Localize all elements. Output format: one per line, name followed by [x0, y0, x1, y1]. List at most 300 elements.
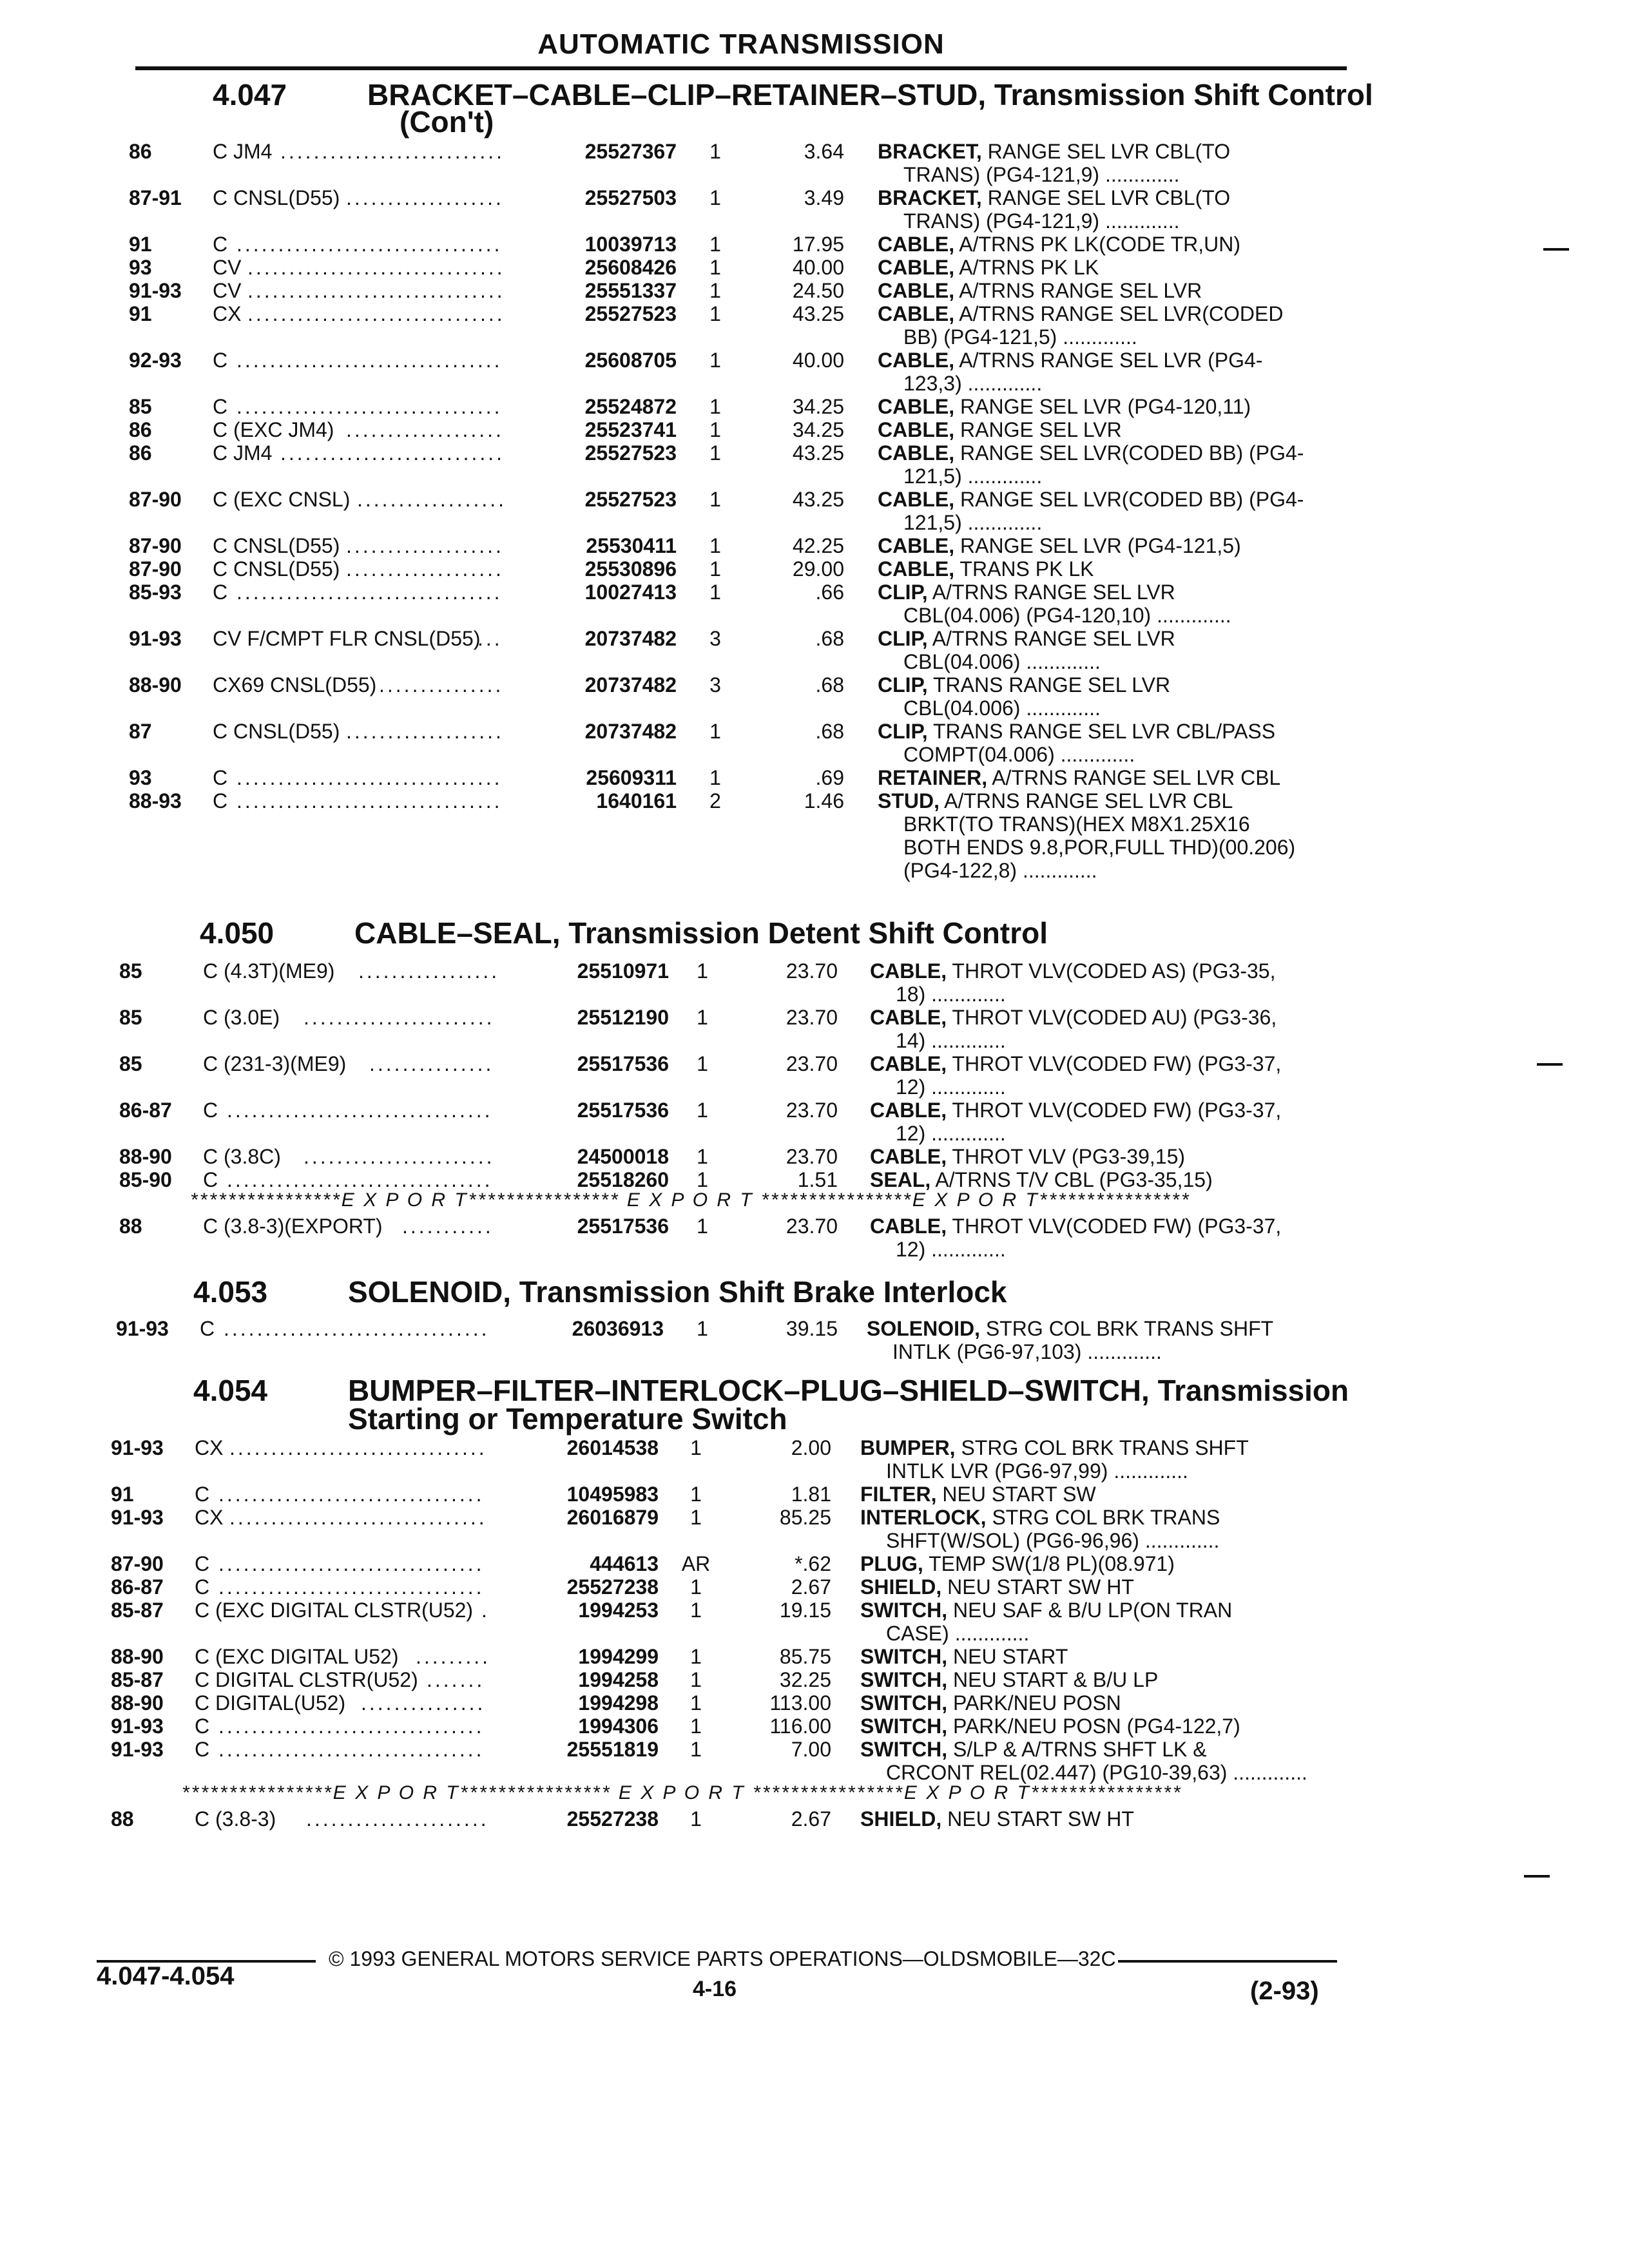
part-number: 10027413	[584, 581, 677, 604]
row-model: C	[195, 1552, 210, 1575]
price: 23.70	[786, 1006, 838, 1029]
quantity: 1	[709, 581, 721, 604]
section-title: SOLENOID, Transmission Shift Brake Interlock	[348, 1275, 1007, 1309]
row-model: C (3.8-3)(EXPORT)	[203, 1215, 383, 1238]
quantity: 1	[697, 959, 708, 983]
description-type: SWITCH,	[860, 1599, 948, 1622]
quantity: 1	[690, 1575, 702, 1599]
export-divider: ****************E X P O R T**************** E X P O R T ****************E X P O R T****************	[190, 1189, 1191, 1211]
price: 43.25	[792, 488, 844, 511]
quantity: 3	[709, 627, 721, 650]
description	[878, 488, 1304, 510]
description-continuation: 12) .............	[896, 1122, 1006, 1145]
table-row	[111, 1437, 1353, 1483]
part-number: 25608426	[584, 256, 677, 279]
table-row	[129, 442, 1353, 488]
description	[878, 140, 1230, 162]
table-row	[119, 960, 1353, 1006]
description-text: TEMP SW(1/8 PL)(08.971)	[923, 1552, 1175, 1575]
section-number: 4.054	[193, 1374, 268, 1407]
description-text: STRG COL BRK TRANS SHFT	[980, 1317, 1274, 1340]
price: 34.25	[792, 395, 844, 418]
leader-dots: ...............	[361, 1691, 486, 1715]
part-number: 25527367	[584, 140, 677, 163]
description-text: THROT VLV (PG3-39,15)	[947, 1145, 1186, 1168]
part-number: 25527503	[584, 186, 677, 209]
description	[878, 628, 1175, 649]
description-continuation: 18) .............	[896, 983, 1006, 1006]
footer-range: 4.047-4.054	[97, 1962, 235, 1990]
leader-dots: ................................	[236, 581, 503, 604]
table-row	[129, 419, 1353, 442]
price: .68	[815, 627, 844, 650]
quantity: 1	[709, 488, 721, 511]
price: 23.70	[786, 1215, 838, 1238]
row-years: 91-93	[111, 1506, 164, 1529]
description-continuation: BB) (PG4-121,5) .............	[903, 325, 1137, 349]
table-row	[129, 396, 1353, 419]
description-type: SHIELD,	[860, 1807, 942, 1831]
description-text: TRANS PK LK	[954, 557, 1094, 581]
description-type: SHIELD,	[860, 1575, 942, 1599]
description	[870, 1215, 1281, 1237]
part-number: 24500018	[577, 1145, 669, 1168]
quantity: 1	[709, 720, 721, 743]
table-row	[129, 349, 1353, 396]
price: .69	[815, 766, 844, 789]
leader-dots: .........	[416, 1645, 491, 1668]
description-type: CABLE,	[878, 557, 955, 581]
row-model: CX	[213, 302, 242, 325]
description-text: A/TRNS RANGE SEL LVR (PG4-	[954, 349, 1263, 372]
row-years: 87	[129, 720, 152, 743]
price: 43.25	[792, 441, 844, 465]
price: 34.25	[792, 418, 844, 441]
section-title: BUMPER–FILTER–INTERLOCK–PLUG–SHIELD–SWITCH, Transmission	[348, 1374, 1349, 1407]
quantity: 1	[697, 1145, 708, 1168]
table-row	[119, 1006, 1353, 1053]
leader-dots: ...................	[346, 557, 504, 581]
price: 23.70	[786, 959, 838, 983]
price: 1.81	[791, 1483, 831, 1506]
table-row	[111, 1553, 1353, 1576]
leader-dots: .	[481, 1599, 490, 1622]
description	[878, 674, 1170, 696]
description-text: THROT VLV(CODED AU) (PG3-36,	[947, 1006, 1277, 1029]
description-text: A/TRNS RANGE SEL LVR(CODED	[954, 302, 1284, 325]
leader-dots: ...................	[346, 534, 504, 557]
price: 39.15	[786, 1317, 838, 1340]
description	[860, 1808, 1134, 1830]
description-type: SEAL,	[870, 1168, 931, 1191]
quantity: 1	[709, 279, 721, 302]
description	[878, 280, 1202, 302]
quantity: 1	[709, 766, 721, 789]
price: 24.50	[792, 279, 844, 302]
description	[867, 1318, 1273, 1340]
leader-dots: ................................	[236, 233, 503, 256]
part-number: 26036913	[572, 1317, 664, 1340]
part-number: 444613	[590, 1552, 659, 1575]
description	[860, 1483, 1096, 1505]
leader-dots: ...............	[369, 1052, 494, 1075]
leader-dots: ......................	[306, 1807, 489, 1831]
table-row	[119, 1053, 1353, 1099]
price: 17.95	[792, 233, 844, 256]
description-text: RANGE SEL LVR (PG4-121,5)	[954, 534, 1241, 557]
row-years: 87-90	[129, 557, 182, 581]
description-text: NEU START & B/U LP	[947, 1668, 1159, 1691]
row-years: 88-90	[129, 673, 182, 697]
footer-rule-right	[1118, 1960, 1337, 1963]
description-type: STUD,	[878, 789, 940, 812]
row-years: 91-93	[111, 1738, 164, 1761]
part-number: 1994298	[578, 1691, 659, 1715]
leader-dots: ................................	[218, 1483, 485, 1506]
description-continuation: TRANS) (PG4-121,9) .............	[903, 163, 1180, 186]
table-row	[111, 1599, 1353, 1646]
row-years: 91	[111, 1483, 134, 1506]
table-row	[119, 1169, 1353, 1192]
description-continuation: INTLK LVR (PG6-97,99) .............	[886, 1459, 1188, 1483]
price: 23.70	[786, 1052, 838, 1075]
description-type: BRACKET,	[878, 140, 982, 163]
page-header-title: AUTOMATIC TRANSMISSION	[537, 28, 945, 60]
row-years: 91-93	[111, 1436, 164, 1459]
description-continuation: CBL(04.006) .............	[903, 650, 1101, 673]
header-rule	[135, 66, 1347, 70]
row-years: 85-90	[119, 1168, 172, 1191]
table-row	[111, 1483, 1353, 1506]
quantity: 1	[709, 557, 721, 581]
quantity: 1	[697, 1215, 708, 1238]
description-type: CABLE,	[878, 488, 955, 511]
description-type: SWITCH,	[860, 1691, 948, 1715]
table-row	[129, 558, 1353, 581]
leader-dots: ...........................	[280, 441, 505, 465]
description	[878, 396, 1251, 418]
part-number: 1994253	[578, 1599, 659, 1622]
description-text: THROT VLV(CODED AS) (PG3-35,	[947, 959, 1276, 983]
description-type: CABLE,	[870, 959, 947, 983]
row-model: CV F/CMPT FLR CNSL(D55)	[213, 627, 481, 650]
price: *.62	[795, 1552, 831, 1575]
row-model: C	[213, 233, 228, 256]
part-number: 1994306	[578, 1715, 659, 1738]
row-model: CV	[213, 279, 242, 302]
quantity: 2	[709, 789, 721, 812]
quantity: 1	[709, 395, 721, 418]
part-number: 25524872	[584, 395, 677, 418]
description-type: RETAINER,	[878, 766, 988, 789]
part-number: 20737482	[584, 627, 677, 650]
description-type: PLUG,	[860, 1552, 923, 1575]
row-model: C (EXC DIGITAL CLSTR(U52)	[195, 1599, 474, 1622]
part-number: 1994299	[578, 1645, 659, 1668]
price: 3.49	[804, 186, 844, 209]
description-type: CLIP,	[878, 627, 928, 650]
description-text: NEU START	[947, 1645, 1068, 1668]
quantity: 1	[690, 1715, 702, 1738]
description-continuation: TRANS) (PG4-121,9) .............	[903, 209, 1180, 233]
quantity: 1	[709, 186, 721, 209]
description-type: CABLE,	[870, 1215, 947, 1238]
price: 43.25	[792, 302, 844, 325]
description-type: CABLE,	[878, 256, 955, 279]
description-type: BRACKET,	[878, 186, 982, 209]
description-text: A/TRNS RANGE SEL LVR	[927, 581, 1175, 604]
description-continuation: 14) .............	[896, 1029, 1006, 1052]
section-number: 4.047	[213, 78, 287, 111]
row-model: C (EXC JM4)	[213, 418, 334, 441]
row-years: 91-93	[129, 279, 182, 302]
table-row	[129, 187, 1353, 233]
description-type: SWITCH,	[860, 1668, 948, 1691]
part-number: 25608705	[584, 349, 677, 372]
description-type: SWITCH,	[860, 1715, 948, 1738]
part-number: 25512190	[577, 1006, 669, 1029]
table-row	[111, 1646, 1353, 1669]
part-number: 25517536	[577, 1052, 669, 1075]
quantity: 1	[690, 1599, 702, 1622]
description-text: RANGE SEL LVR(CODED BB) (PG4-	[954, 441, 1304, 465]
description-text: A/TRNS RANGE SEL LVR CBL	[987, 766, 1281, 789]
quantity: AR	[681, 1552, 711, 1575]
section-number: 4.050	[200, 916, 275, 950]
leader-dots: ...........	[402, 1215, 494, 1238]
part-number: 25551819	[566, 1738, 659, 1761]
description	[870, 1146, 1185, 1168]
part-number: 25527523	[584, 441, 677, 465]
row-years: 86	[129, 140, 152, 163]
row-years: 91-93	[129, 627, 182, 650]
footer-copyright: © 1993 GENERAL MOTORS SERVICE PARTS OPERATIONS—OLDSMOBILE—32C	[329, 1947, 1116, 1970]
table-row	[111, 1669, 1353, 1692]
description-text: NEU SAF & B/U LP(ON TRAN	[947, 1599, 1233, 1622]
description	[870, 960, 1275, 982]
description-text: PARK/NEU POSN (PG4-122,7)	[947, 1715, 1240, 1738]
part-number: 20737482	[584, 720, 677, 743]
leader-dots: ...............................	[247, 279, 505, 302]
description-type: SOLENOID,	[867, 1317, 981, 1340]
description-text: NEU START SW	[936, 1483, 1096, 1506]
description-text: A/TRNS RANGE SEL LVR	[954, 279, 1202, 302]
description	[860, 1646, 1068, 1667]
quantity: 1	[697, 1099, 708, 1122]
quantity: 1	[709, 140, 721, 163]
leader-dots: ................................	[236, 349, 503, 372]
price: 23.70	[786, 1145, 838, 1168]
row-model: C (3.8C)	[203, 1145, 281, 1168]
leader-dots: ...................	[346, 186, 504, 209]
price: 2.67	[791, 1575, 831, 1599]
leader-dots: ................................	[236, 395, 503, 418]
row-years: 91	[129, 302, 152, 325]
quantity: 1	[690, 1506, 702, 1529]
description-type: CABLE,	[870, 1052, 947, 1075]
row-years: 91-93	[116, 1317, 169, 1340]
leader-dots: .......................	[304, 1145, 495, 1168]
description	[878, 349, 1262, 371]
description-type: CLIP,	[878, 581, 928, 604]
description-type: CABLE,	[870, 1006, 947, 1029]
description-type: CABLE,	[878, 534, 955, 557]
table-row	[129, 720, 1353, 767]
description-type: CABLE,	[878, 395, 955, 418]
description-continuation: SHFT(W/SOL) (PG6-96,96) .............	[886, 1529, 1220, 1552]
description-text: TRANS RANGE SEL LVR	[927, 673, 1171, 697]
table-row	[111, 1715, 1353, 1738]
table-row	[119, 1215, 1353, 1262]
description-text: THROT VLV(CODED FW) (PG3-37,	[947, 1052, 1282, 1075]
price: 85.75	[779, 1645, 831, 1668]
quantity: 1	[690, 1807, 702, 1831]
quantity: 1	[709, 302, 721, 325]
part-number: 26016879	[566, 1506, 659, 1529]
row-model: C CNSL(D55)	[213, 720, 340, 743]
row-model: C (EXC DIGITAL U52)	[195, 1645, 399, 1668]
table-row	[111, 1576, 1353, 1599]
row-model: C	[213, 581, 228, 604]
price: 7.00	[791, 1738, 831, 1761]
table-row	[111, 1808, 1353, 1831]
section-title: CABLE–SEAL, Transmission Detent Shift Control	[354, 916, 1048, 950]
row-model: CV	[213, 256, 242, 279]
row-model: C	[195, 1715, 210, 1738]
description-continuation: BRKT(TO TRANS)(HEX M8X1.25X16	[903, 812, 1250, 836]
description-type: CABLE,	[878, 441, 955, 465]
description-text: STRG COL BRK TRANS SHFT	[955, 1436, 1249, 1459]
quantity: 1	[709, 256, 721, 279]
description-text: RANGE SEL LVR (PG4-120,11)	[954, 395, 1251, 418]
description	[878, 303, 1283, 325]
description	[878, 558, 1094, 580]
section-subtitle: (Con't)	[400, 105, 494, 139]
leader-dots: ................................	[218, 1715, 485, 1738]
quantity: 1	[709, 418, 721, 441]
table-row	[129, 140, 1353, 187]
row-years: 85	[119, 959, 142, 983]
leader-dots: ..................	[357, 488, 507, 511]
part-number: 25517536	[577, 1215, 669, 1238]
part-number: 25609311	[586, 766, 677, 789]
quantity: 1	[697, 1052, 708, 1075]
table-row	[129, 674, 1353, 720]
row-model: C	[213, 789, 228, 812]
row-model: C (4.3T)(ME9)	[203, 959, 335, 983]
row-model: C	[200, 1317, 215, 1340]
quantity: 3	[709, 673, 721, 697]
quantity: 1	[690, 1483, 702, 1506]
quantity: 1	[697, 1317, 708, 1340]
leader-dots: ...........................	[280, 140, 505, 163]
section-number: 4.053	[193, 1275, 268, 1309]
margin-tick	[1537, 1063, 1563, 1066]
table-row	[129, 233, 1353, 256]
row-model: C	[213, 395, 228, 418]
quantity: 1	[697, 1006, 708, 1029]
description	[878, 256, 1099, 278]
description-continuation: 121,5) .............	[903, 511, 1043, 534]
part-number: 25530896	[584, 557, 677, 581]
description	[878, 419, 1122, 441]
row-years: 87-90	[111, 1552, 164, 1575]
row-years: 88-93	[129, 789, 182, 812]
quantity: 1	[709, 233, 721, 256]
row-years: 88	[111, 1807, 134, 1831]
price: 2.00	[791, 1436, 831, 1459]
description-continuation: CBL(04.006) (PG4-120,10) .............	[903, 604, 1231, 627]
row-years: 88-90	[111, 1645, 164, 1668]
price: 29.00	[792, 557, 844, 581]
leader-dots: .......................	[304, 1006, 495, 1029]
description-continuation: CBL(04.006) .............	[903, 697, 1101, 720]
description-type: INTERLOCK,	[860, 1506, 987, 1529]
part-number: 25527238	[566, 1807, 659, 1831]
description-text: PARK/NEU POSN	[947, 1691, 1121, 1715]
row-years: 87-90	[129, 534, 182, 557]
leader-dots: ................................	[224, 1317, 490, 1340]
row-model: C JM4	[213, 441, 273, 465]
margin-tick	[1524, 1875, 1550, 1878]
description-text: A/TRNS RANGE SEL LVR	[927, 627, 1175, 650]
description-continuation: 12) .............	[896, 1238, 1006, 1261]
description-type: SWITCH,	[860, 1645, 948, 1668]
table-row	[129, 790, 1353, 883]
row-years: 92-93	[129, 349, 182, 372]
leader-dots: ................................	[227, 1099, 493, 1122]
leader-dots: ...............................	[247, 302, 505, 325]
row-years: 88	[119, 1215, 142, 1238]
description-text: TRANS RANGE SEL LVR CBL/PASS	[927, 720, 1276, 743]
row-years: 91	[129, 233, 152, 256]
row-model: C DIGITAL(U52)	[195, 1691, 346, 1715]
description-type: CABLE,	[878, 349, 955, 372]
description-text: A/TRNS T/V CBL (PG3-35,15)	[930, 1168, 1213, 1191]
description-continuation: CASE) .............	[886, 1622, 1030, 1645]
row-years: 87-91	[129, 186, 182, 209]
price: 40.00	[792, 349, 844, 372]
description-continuation: 12) .............	[896, 1075, 1006, 1099]
row-years: 85	[129, 395, 152, 418]
row-model: C CNSL(D55)	[213, 557, 340, 581]
row-model: CX	[195, 1506, 224, 1529]
part-number: 1994258	[578, 1668, 659, 1691]
price: 1.51	[797, 1168, 838, 1191]
quantity: 1	[690, 1691, 702, 1715]
description	[870, 1169, 1213, 1191]
part-number: 25527238	[566, 1575, 659, 1599]
row-model: C (231-3)(ME9)	[203, 1052, 347, 1075]
description	[878, 233, 1240, 255]
description-continuation: 121,5) .............	[903, 465, 1043, 488]
leader-dots: ................................	[218, 1552, 485, 1575]
part-number: 10039713	[584, 233, 677, 256]
margin-tick	[1543, 248, 1569, 251]
description-type: CABLE,	[878, 418, 955, 441]
description	[860, 1506, 1220, 1528]
row-years: 85-93	[129, 581, 182, 604]
description-text: A/TRNS PK LK	[954, 256, 1099, 279]
footer-date: (2-93)	[1250, 1977, 1319, 2005]
quantity: 1	[709, 534, 721, 557]
description-type: FILTER,	[860, 1483, 937, 1506]
part-number: 26014538	[566, 1436, 659, 1459]
row-model: C	[203, 1099, 218, 1122]
quantity: 1	[690, 1436, 702, 1459]
row-years: 88-90	[111, 1691, 164, 1715]
description-type: SWITCH,	[860, 1738, 948, 1761]
